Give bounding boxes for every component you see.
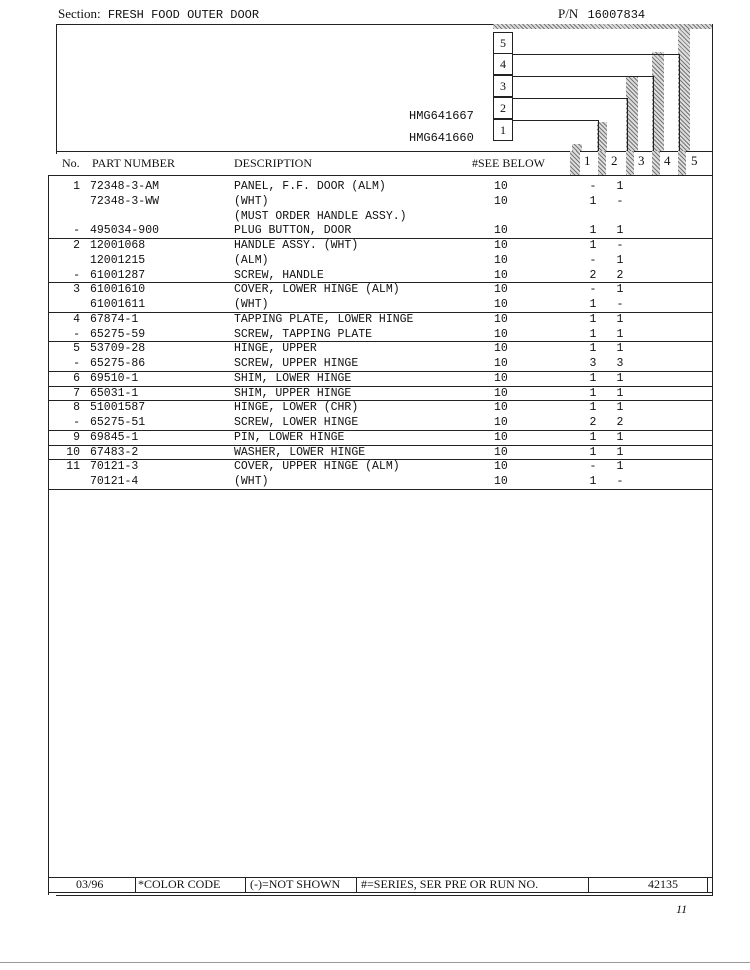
header-bottom-rule xyxy=(48,175,712,176)
see-below: 10 xyxy=(494,357,508,370)
table-row xyxy=(50,180,715,195)
table-row xyxy=(50,224,715,239)
row-number: 1 xyxy=(73,180,80,193)
description: (MUST ORDER HANDLE ASSY.) xyxy=(234,209,407,223)
section-name: FRESH FOOD OUTER DOOR xyxy=(107,8,260,22)
table-row xyxy=(50,431,715,446)
part-number: 65275-51 xyxy=(90,416,146,429)
table-row xyxy=(50,475,715,490)
col-hatch xyxy=(598,151,606,175)
description: HANDLE ASSY. (WHT) xyxy=(234,239,359,252)
qty-model-2: - xyxy=(616,298,624,311)
qty-model-2: 1 xyxy=(616,460,624,474)
description: SHIM, LOWER HINGE xyxy=(234,371,352,385)
section-header xyxy=(58,6,259,22)
qty-model-2: - xyxy=(616,194,624,208)
table-row xyxy=(50,298,715,313)
table-row xyxy=(50,357,715,372)
qty-model-2: 1 xyxy=(616,283,624,297)
footer-divider xyxy=(588,877,589,892)
table-row xyxy=(50,254,715,269)
table-row xyxy=(50,446,715,461)
col-header-description: DESCRIPTION xyxy=(234,156,313,170)
qty-model-2: 1 xyxy=(616,386,624,400)
qty-model-1: 1 xyxy=(589,239,597,252)
stack-number-5: 5 xyxy=(493,32,513,54)
description: PIN, LOWER HINGE xyxy=(234,430,345,444)
see-below: 10 xyxy=(494,268,508,282)
table-row xyxy=(50,387,715,402)
description: PANEL, F.F. DOOR (ALM) xyxy=(234,180,386,193)
row-number: - xyxy=(73,268,80,282)
row-number: 6 xyxy=(73,371,80,385)
qty-model-2: 2 xyxy=(616,268,624,282)
qty-model-2: 2 xyxy=(616,416,624,429)
description: (WHT) xyxy=(234,194,269,208)
see-below: 10 xyxy=(494,180,508,193)
see-below: 10 xyxy=(494,298,508,311)
description: PLUG BUTTON, DOOR xyxy=(234,224,352,238)
qty-model-1: 1 xyxy=(589,312,597,326)
part-number: 67483-2 xyxy=(90,445,139,459)
col-hatch xyxy=(678,151,686,175)
qty-model-2: 1 xyxy=(616,224,624,238)
see-below: 10 xyxy=(494,253,508,267)
qty-model-2: - xyxy=(616,239,624,252)
table-row xyxy=(50,195,715,210)
qty-model-1: - xyxy=(589,180,597,193)
see-below: 10 xyxy=(494,401,508,415)
see-below: 10 xyxy=(494,371,508,385)
table-row xyxy=(50,416,715,431)
row-number: - xyxy=(73,357,80,370)
description: COVER, LOWER HINGE (ALM) xyxy=(234,283,400,297)
part-number: 65275-86 xyxy=(90,357,146,370)
footer-series: #=SERIES, SER PRE OR RUN NO. xyxy=(361,877,539,891)
see-below: 10 xyxy=(494,475,508,488)
see-below: 10 xyxy=(494,445,508,459)
row-number: 11 xyxy=(66,460,80,474)
part-number: 70121-3 xyxy=(90,460,139,474)
see-below: 10 xyxy=(494,224,508,238)
description: (ALM) xyxy=(234,253,269,267)
qty-model-2: 3 xyxy=(616,357,624,370)
see-below: 10 xyxy=(494,239,508,252)
stair-line-1 xyxy=(511,120,599,152)
qty-model-1: - xyxy=(589,253,597,267)
model-label: HMG641660 xyxy=(409,131,474,145)
footer-date: 03/96 xyxy=(76,877,104,891)
model-col-2: 2 xyxy=(611,153,618,168)
part-number: 65031-1 xyxy=(90,386,139,400)
description: HINGE, LOWER (CHR) xyxy=(234,401,359,415)
col-header-see-below: #SEE BELOW xyxy=(472,156,545,170)
table-row xyxy=(50,239,715,254)
qty-model-1: 1 xyxy=(589,386,597,400)
model-col-4: 4 xyxy=(664,153,671,168)
section-label: Section: xyxy=(58,6,101,21)
row-number: 2 xyxy=(73,239,80,252)
part-number: 72348-3-AM xyxy=(90,180,160,193)
stack-number-1: 1 xyxy=(493,119,513,141)
description: COVER, UPPER HINGE (ALM) xyxy=(234,460,400,474)
description: SCREW, UPPER HINGE xyxy=(234,357,359,370)
row-number: - xyxy=(73,327,80,341)
model-label: HMG641667 xyxy=(409,109,474,123)
qty-model-2: 1 xyxy=(616,180,624,193)
table-row xyxy=(50,313,715,328)
qty-model-1: 1 xyxy=(589,298,597,311)
header-top-rule xyxy=(56,151,712,152)
qty-model-1: 2 xyxy=(589,268,597,282)
col-hatch xyxy=(652,151,660,175)
footer-divider xyxy=(245,877,246,892)
table-row xyxy=(50,372,715,387)
table-row xyxy=(50,401,715,416)
model-col-5: 5 xyxy=(691,153,698,168)
see-below: 10 xyxy=(494,283,508,297)
table-row xyxy=(50,283,715,298)
part-number: 69845-1 xyxy=(90,430,139,444)
row-number: 9 xyxy=(73,430,80,444)
qty-model-2: 1 xyxy=(616,327,624,341)
qty-model-1: 1 xyxy=(589,475,597,488)
description: TAPPING PLATE, LOWER HINGE xyxy=(234,312,414,326)
qty-model-1: 1 xyxy=(589,401,597,415)
frame-left-edge xyxy=(56,24,57,154)
part-number: 53709-28 xyxy=(90,342,146,356)
qty-model-1: 1 xyxy=(589,194,597,208)
part-number: 65275-59 xyxy=(90,327,146,341)
footer-divider xyxy=(707,877,708,892)
pn-value: 16007834 xyxy=(587,8,646,22)
description: WASHER, LOWER HINGE xyxy=(234,445,366,459)
footer-page-no: 42135 xyxy=(648,877,678,891)
part-number: 61001611 xyxy=(90,298,146,311)
part-number: 61001287 xyxy=(90,268,146,282)
row-number: - xyxy=(73,416,80,429)
description: HINGE, UPPER xyxy=(234,342,317,356)
see-below: 10 xyxy=(494,416,508,429)
model-col-1: 1 xyxy=(584,153,591,168)
table-row xyxy=(50,269,715,284)
part-number: 69510-1 xyxy=(90,371,139,385)
qty-model-1: 2 xyxy=(589,416,597,429)
col-hatch xyxy=(626,151,634,175)
col-hatch xyxy=(570,151,580,175)
see-below: 10 xyxy=(494,430,508,444)
footer-divider xyxy=(135,877,136,892)
qty-model-1: 1 xyxy=(589,445,597,459)
stack-number-2: 2 xyxy=(493,97,513,119)
part-number: 495034-900 xyxy=(90,224,160,238)
row-number: - xyxy=(73,224,80,238)
table-row xyxy=(50,210,715,225)
see-below: 10 xyxy=(494,327,508,341)
col-header-no: No. xyxy=(62,156,80,170)
row-number: 10 xyxy=(66,445,80,459)
qty-model-1: 1 xyxy=(589,371,597,385)
qty-model-2: 1 xyxy=(616,342,624,356)
part-number: 67874-1 xyxy=(90,312,139,326)
see-below: 10 xyxy=(494,342,508,356)
description: (WHT) xyxy=(234,475,269,488)
row-number: 7 xyxy=(73,386,80,400)
description: (WHT) xyxy=(234,298,269,311)
qty-model-2: 1 xyxy=(616,445,624,459)
row-number: 5 xyxy=(73,342,80,356)
row-number: 4 xyxy=(73,312,80,326)
footer-color-code: *COLOR CODE xyxy=(138,877,221,891)
table-row xyxy=(50,328,715,343)
qty-model-1: 1 xyxy=(589,430,597,444)
page-mark: 11 xyxy=(676,902,688,916)
footer-not-shown: (-)=NOT SHOWN xyxy=(250,877,341,891)
qty-model-2: 1 xyxy=(616,401,624,415)
see-below: 10 xyxy=(494,460,508,474)
part-number: 12001068 xyxy=(90,239,146,252)
part-number: 61001610 xyxy=(90,283,146,297)
scan-edge xyxy=(0,962,750,963)
part-number: 12001215 xyxy=(90,253,146,267)
description: SHIM, UPPER HINGE xyxy=(234,386,352,400)
part-number: 51001587 xyxy=(90,401,146,415)
row-number: 8 xyxy=(73,401,80,415)
qty-model-2: 1 xyxy=(616,371,624,385)
see-below: 10 xyxy=(494,312,508,326)
row-separator xyxy=(48,489,712,490)
part-number: 70121-4 xyxy=(90,475,139,488)
table-row xyxy=(50,342,715,357)
qty-model-1: - xyxy=(589,460,597,474)
qty-model-2: 1 xyxy=(616,312,624,326)
description: SCREW, HANDLE xyxy=(234,268,324,282)
stack-number-3: 3 xyxy=(493,75,513,97)
qty-model-1: 3 xyxy=(589,357,597,370)
part-number-header xyxy=(558,6,645,22)
col-header-part-number: PART NUMBER xyxy=(92,156,175,170)
qty-model-1: 1 xyxy=(589,327,597,341)
description: SCREW, TAPPING PLATE xyxy=(234,327,373,341)
footer-bottom-rule xyxy=(48,892,712,893)
model-col-3: 3 xyxy=(638,153,645,168)
qty-model-2: - xyxy=(616,475,624,488)
see-below: 10 xyxy=(494,386,508,400)
row-number: 3 xyxy=(73,283,80,297)
description: SCREW, LOWER HINGE xyxy=(234,416,359,429)
pn-label: P/N xyxy=(558,6,579,21)
footer-divider xyxy=(356,877,357,892)
qty-model-2: 1 xyxy=(616,253,624,267)
part-number: 72348-3-WW xyxy=(90,194,160,208)
stack-number-4: 4 xyxy=(493,53,513,75)
qty-model-2: 1 xyxy=(616,430,624,444)
see-below: 10 xyxy=(494,194,508,208)
table-row xyxy=(50,460,715,475)
qty-model-1: - xyxy=(589,283,597,297)
qty-model-1: 1 xyxy=(589,342,597,356)
qty-model-1: 1 xyxy=(589,224,597,238)
